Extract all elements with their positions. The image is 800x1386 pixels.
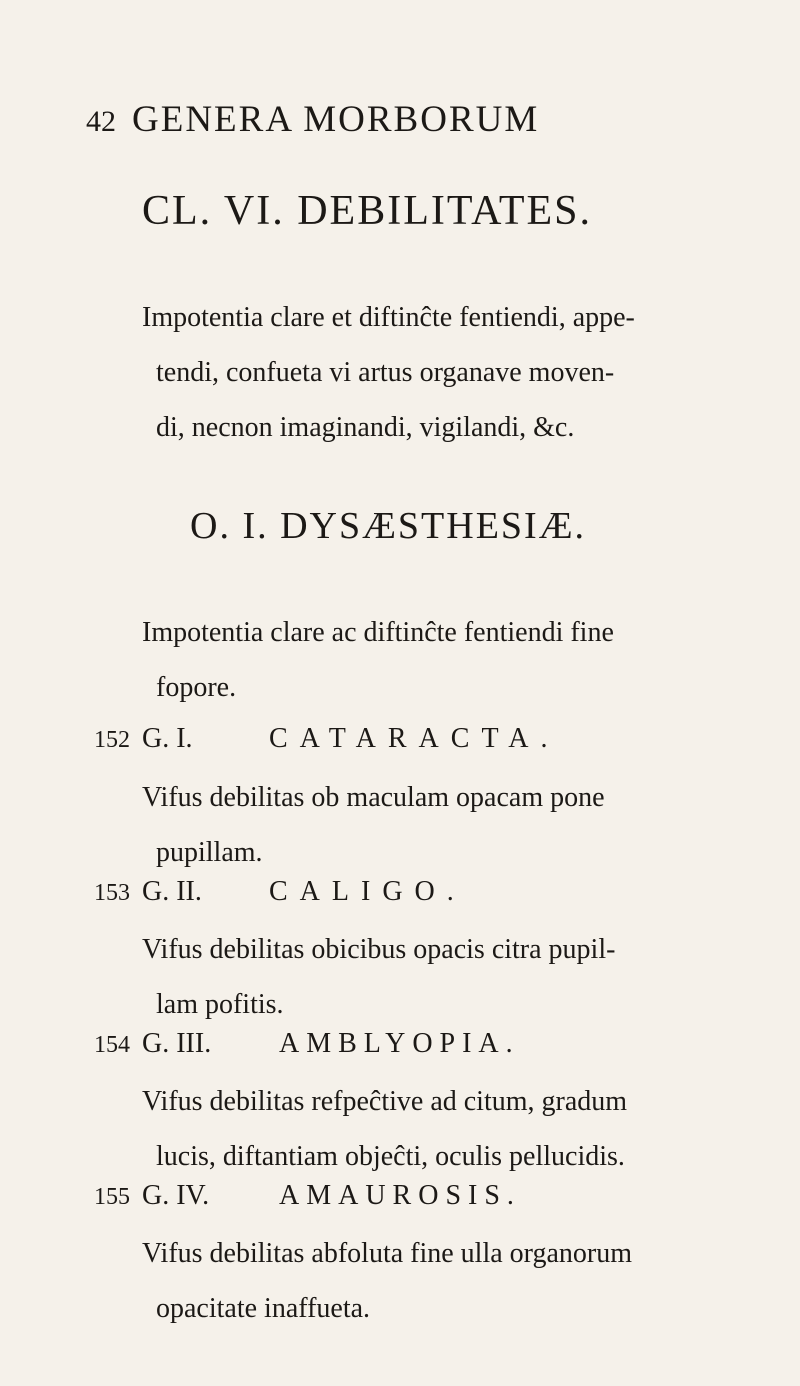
definition-line: Impotentia clare et diftinĉte fentiendi, appe- [142, 302, 635, 333]
genus-label: G. II. [142, 876, 202, 907]
definition-line: Vifus debilitas ob maculam opacam pone [142, 782, 605, 813]
definition-line: lam pofitis. [156, 989, 284, 1020]
order-heading: O. I. DYSÆSTHESIÆ. [190, 505, 586, 547]
page-number: 42 [86, 105, 116, 138]
definition-line: opacitate inaffueta. [156, 1293, 371, 1324]
genus-label: G. III. [142, 1028, 212, 1059]
margin-number: 152 [94, 727, 130, 753]
genus-label: G. IV. [142, 1180, 210, 1211]
definition-line: pupillam. [156, 837, 263, 868]
genus-heading [94, 1180, 754, 1220]
genus-definition [142, 1226, 632, 1336]
order-definition [142, 605, 614, 715]
running-title: GENERA MORBORUM [132, 99, 540, 140]
genus-name: CALIGO. [269, 876, 466, 907]
genus-definition [142, 922, 615, 1032]
definition-line: di, necnon imaginandi, vigilandi, &c. [156, 412, 575, 443]
margin-number: 155 [94, 1184, 130, 1210]
definition-line: Impotentia clare ac diftinĉte fentiendi fine [142, 617, 614, 648]
margin-number: 154 [94, 1032, 130, 1058]
class-definition [142, 290, 635, 455]
class-heading: CL. VI. DEBILITATES. [142, 188, 592, 234]
genus-heading [94, 723, 754, 763]
definition-line: Vifus debilitas obicibus opacis citra pupil- [142, 934, 616, 965]
genus-definition [142, 1074, 627, 1184]
genus-label: G. I. [142, 723, 193, 754]
definition-line: Vifus debilitas abfoluta fine ulla organorum [142, 1238, 633, 1269]
margin-number: 153 [94, 880, 130, 906]
genus-name: AMBLYOPIA. [279, 1028, 520, 1059]
definition-line: Vifus debilitas refpeĉtive ad citum, gradum [142, 1086, 628, 1117]
running-head [86, 98, 539, 141]
definition-line: lucis, diftantiam objeĉti, oculis pellucidis. [156, 1141, 625, 1172]
genus-definition [142, 770, 605, 880]
definition-line: fopore. [156, 672, 237, 703]
genus-name: AMAUROSIS. [279, 1180, 521, 1211]
genus-heading [94, 876, 754, 916]
genus-name: CATARACTA. [269, 723, 560, 754]
genus-heading [94, 1028, 754, 1068]
definition-line: tendi, confueta vi artus organave moven- [156, 357, 615, 388]
